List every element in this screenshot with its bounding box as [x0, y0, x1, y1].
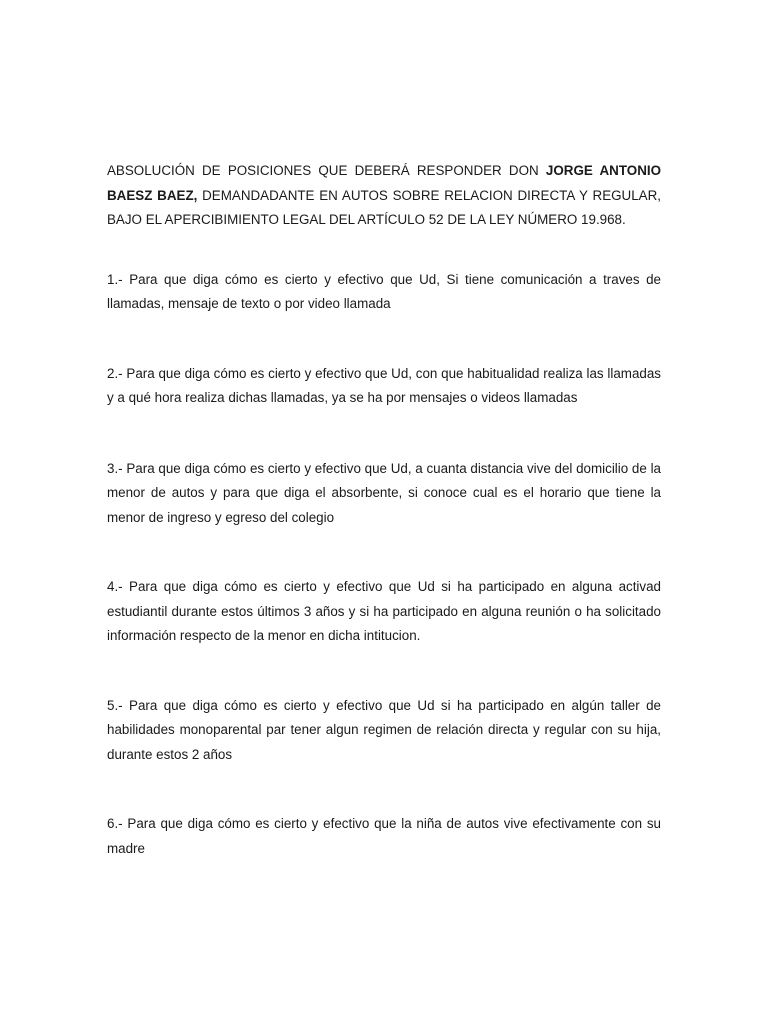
question-5: 5.- Para que diga cómo es cierto y efectivo que Ud si ha participado en algún taller de habilidades monoparental par tener algun regimen de relación directa y regular con su hija, durante estos 2 años [107, 697, 661, 762]
heading-name: JORGE ANTONIO BAESZ BAEZ, [107, 163, 662, 203]
document-heading [107, 159, 661, 233]
question-1: 1.- Para que diga cómo es cierto y efectivo que Ud, Si tiene comunicación a traves de llamadas, mensaje de texto o por video llamada [107, 271, 661, 311]
question-6: 6.- Para que diga cómo es cierto y efectivo que la niña de autos vive efectivamente con su madre [107, 816, 661, 856]
question-3: 3.- Para que diga cómo es cierto y efectivo que Ud, a cuanta distancia vive del domicilio de la menor de autos y para que diga el absorbente, si conoce cual es el horario que tiene la menor de ingreso y egreso del colegio [107, 460, 661, 525]
question-4: 4.- Para que diga cómo es cierto y efectivo que Ud si ha participado en alguna activad estudiantil durante estos últimos 3 años y si ha participado en alguna reunión o ha solicitado información respecto de la menor en dicha intitucion. [107, 579, 661, 643]
document-body [107, 159, 661, 861]
heading-text-start: ABSOLUCIÓN DE POSICIONES QUE DEBERÁ RESPONDER DON [107, 163, 546, 178]
question-2: 2.- Para que diga cómo es cierto y efectivo que Ud, con que habitualidad realiza las llamadas y a qué hora realiza dichas llamadas, ya se ha por mensajes o videos llamadas [107, 365, 661, 405]
heading-text-end: DEMANDADANTE EN AUTOS SOBRE RELACION DIRECTA Y REGULAR, BAJO EL APERCIBIMIENTO LEGAL DEL ARTÍCULO 52 DE LA LEY NÚMERO 19.968. [107, 187, 661, 227]
